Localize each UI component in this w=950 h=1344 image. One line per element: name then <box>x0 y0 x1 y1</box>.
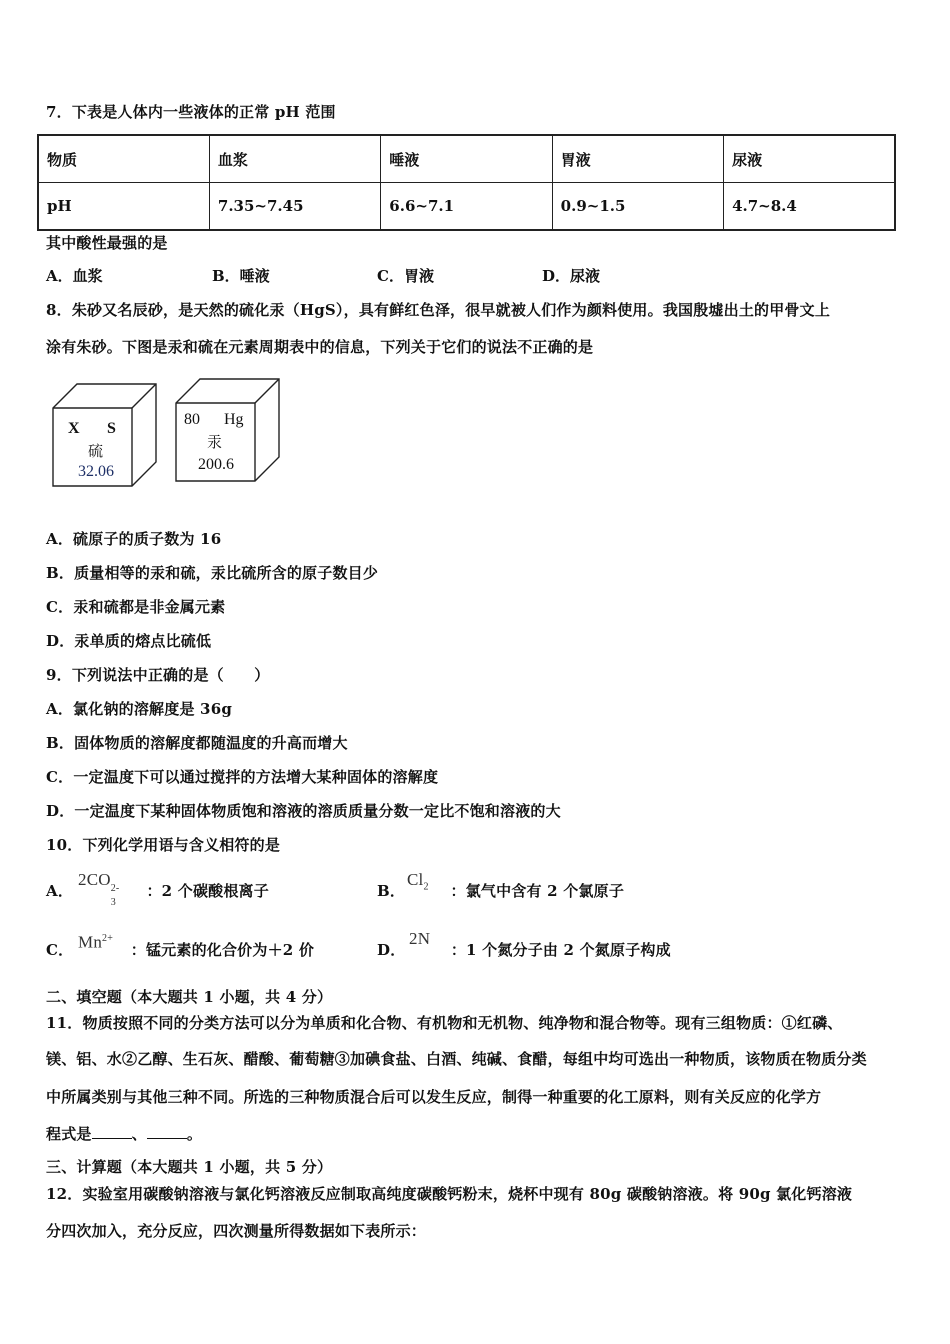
element-symbol: S <box>107 420 116 437</box>
element-card-sulfur <box>52 383 156 491</box>
q11-line3: 中所属类别与其他三种不同。所选的三种物质混合后可以发生反应，制得一种重要的化工原料，则有关反应的化学方 <box>46 1088 822 1106</box>
section-heading-fill-blank: 二、填空题（本大题共 1 小题，共 4 分） <box>46 988 333 1006</box>
q9-option-b[interactable]: B．固体物质的溶解度都随温度的升高而增大 <box>46 734 348 752</box>
q7-question: 其中酸性最强的是 <box>46 234 168 252</box>
q8-option-b[interactable]: B．质量相等的汞和硫，汞比硫所含的原子数目少 <box>46 564 379 582</box>
option-letter: B． <box>377 882 406 900</box>
q12-line1: 12．实验室用碳酸钠溶液与氯化钙溶液反应制取高纯度碳酸钙粉末，烧杯中现有 80g 碳酸钠溶液。将 90g 氯化钙溶液 <box>46 1185 853 1203</box>
q11-line4: 程式是 、 。 <box>46 1125 203 1143</box>
q11-line1: 11．物质按照不同的分类方法可以分为单质和化合物、有机物和无机物、纯净物和混合物等。现有三组物质：①红磷、 <box>46 1014 843 1032</box>
table-row <box>38 183 895 231</box>
atomic-number: X <box>68 420 80 437</box>
atomic-mass: 32.06 <box>78 463 114 480</box>
element-name: 汞 <box>207 433 223 451</box>
option-meaning: ：锰元素的化合价为＋2 价 <box>130 941 315 959</box>
table-cell: 0.9~1.5 <box>552 183 723 231</box>
option-letter: A． <box>46 882 74 900</box>
table-cell: 4.7~8.4 <box>724 183 895 231</box>
table-cell: 物质 <box>38 135 209 183</box>
q10-title: 10．下列化学用语与含义相符的是 <box>46 836 281 854</box>
atomic-number: 80 <box>184 411 200 428</box>
q7-option-d[interactable]: D．尿液 <box>542 267 601 285</box>
table-cell: 血浆 <box>209 135 380 183</box>
q8-option-a[interactable]: A．硫原子的质子数为 16 <box>46 530 222 548</box>
q12-line2: 分四次加入，充分反应，四次测量所得数据如下表所示： <box>46 1222 427 1240</box>
q9-title: 9．下列说法中正确的是（ ） <box>46 666 270 684</box>
q10-option-b[interactable] <box>377 870 625 901</box>
chemical-formula: $Cl_2$ <box>407 870 429 893</box>
answer-blank-2[interactable] <box>147 1124 187 1139</box>
q7-title: 7．下表是人体内一些液体的正常 pH 范围 <box>46 103 336 121</box>
table-cell: 7.35~7.45 <box>209 183 380 231</box>
q9-option-a[interactable]: A．氯化钠的溶解度是 36g <box>46 700 233 718</box>
element-card-mercury <box>175 378 279 486</box>
q8-option-c[interactable]: C．汞和硫都是非金属元素 <box>46 598 226 616</box>
option-meaning: ：2 个碳酸根离子 <box>146 882 269 900</box>
section-heading-calculation: 三、计算题（本大题共 1 小题，共 5 分） <box>46 1158 333 1176</box>
option-letter: C． <box>46 941 74 959</box>
q10-option-a[interactable] <box>46 870 269 908</box>
element-name: 硫 <box>88 442 104 460</box>
q7-option-c[interactable]: C．胃液 <box>377 267 434 285</box>
table-cell: 6.6~7.1 <box>381 183 552 231</box>
ph-table <box>37 134 896 231</box>
q8-stem-line1: 8．朱砂又名辰砂，是天然的硫化汞（HgS），具有鲜红色泽，很早就被人们作为颜料使用。我国殷墟出土的甲骨文上 <box>46 301 831 319</box>
table-cell: 唾液 <box>381 135 552 183</box>
option-meaning: ：1 个氮分子由 2 个氮原子构成 <box>450 941 671 959</box>
q10-option-d[interactable] <box>377 929 671 960</box>
answer-blank-1[interactable] <box>92 1124 132 1139</box>
q9-option-d[interactable]: D．一定温度下某种固体物质饱和溶液的溶质质量分数一定比不饱和溶液的大 <box>46 802 561 820</box>
table-cell: pH <box>38 183 209 231</box>
q8-stem-line2: 涂有朱砂。下图是汞和硫在元素周期表中的信息，下列关于它们的说法不正确的是 <box>46 338 594 356</box>
table-header-row <box>38 135 895 183</box>
element-symbol: Hg <box>224 411 244 428</box>
q9-option-c[interactable]: C．一定温度下可以通过搅拌的方法增大某种固体的溶解度 <box>46 768 439 786</box>
q10-option-c[interactable] <box>46 932 315 960</box>
q8-option-d[interactable]: D．汞单质的熔点比硫低 <box>46 632 212 650</box>
q7-option-b[interactable]: B．唾液 <box>212 267 270 285</box>
table-cell: 胃液 <box>552 135 723 183</box>
chemical-formula: 2CO 2- 3 <box>78 870 120 908</box>
option-letter: D． <box>377 941 406 959</box>
chemical-formula: $Mn^{2+}$ <box>78 932 114 952</box>
table-cell: 尿液 <box>724 135 895 183</box>
q11-line2: 镁、铝、水②乙醇、生石灰、醋酸、葡萄糖③加碘食盐、白酒、纯碱、食醋，每组中均可选出一种物质，该物质在物质分类 <box>46 1050 867 1068</box>
chemical-formula: 2N <box>409 929 431 948</box>
atomic-mass: 200.6 <box>198 456 234 473</box>
q7-option-a[interactable]: A．血浆 <box>46 267 103 285</box>
option-meaning: ：氯气中含有 2 个氯原子 <box>450 882 625 900</box>
